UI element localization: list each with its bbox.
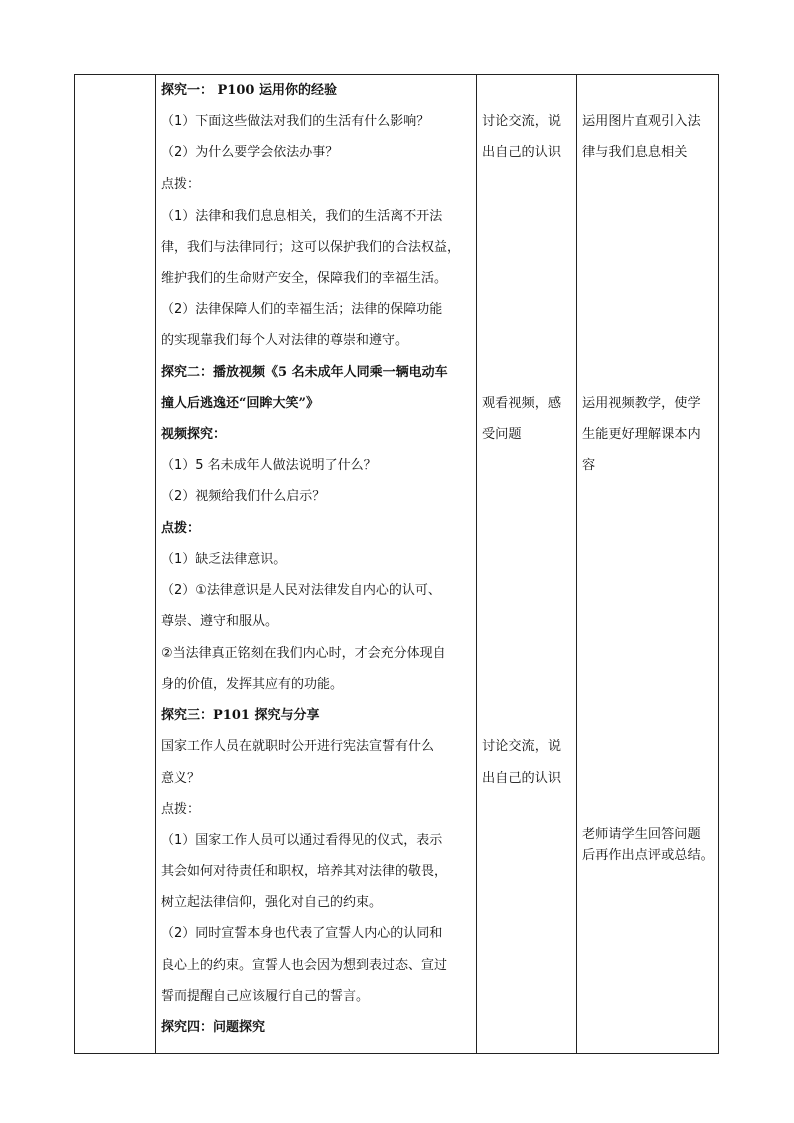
main-text-line: （2）视频给我们什么启示？ bbox=[161, 489, 326, 504]
lesson-table bbox=[74, 74, 719, 1054]
main-text-line: 撞人后逃逸还“回眸大笑”》 bbox=[161, 396, 319, 411]
main-text-line: 视频探究： bbox=[161, 427, 227, 442]
main-text-line: （1）5 名未成年人做法说明了什么？ bbox=[161, 458, 377, 473]
main-text-line: 维护我们的生命财产安全，保障我们的幸福生活。 bbox=[161, 271, 448, 286]
main-text-line: 点拨： bbox=[161, 177, 201, 192]
main-text-line: 探究二：播放视频《5 名未成年人同乘一辆电动车 bbox=[161, 365, 448, 380]
main-text-line: 律，我们与法律同行；这可以保护我们的合法权益， bbox=[161, 240, 461, 255]
main-text-line: 点拨： bbox=[161, 802, 201, 817]
main-text-line: 其会如何对待责任和职权，培养其对法律的敬畏， bbox=[161, 864, 448, 879]
main-text-line: 意义？ bbox=[161, 771, 201, 786]
student-text-line: 出自己的认识 bbox=[482, 145, 562, 160]
main-text-line: 誓而提醒自己应该履行自己的誓言。 bbox=[161, 989, 370, 1004]
intent-text-line: 律与我们息息相关 bbox=[582, 145, 688, 160]
main-text-line: （1）国家工作人员可以通过看得见的仪式，表示 bbox=[161, 833, 443, 848]
main-text-line: 身的价值，发挥其应有的功能。 bbox=[161, 677, 344, 692]
student-text-line: 受问题 bbox=[482, 427, 522, 442]
main-text-line: 探究一： P100 运用你的经验 bbox=[161, 83, 337, 98]
student-text-line: 出自己的认识 bbox=[482, 771, 562, 786]
main-text-line: 点拨： bbox=[161, 521, 201, 536]
student-text-line: 观看视频，感 bbox=[482, 396, 562, 411]
main-text-line: （2）法律保障人们的幸福生活；法律的保障功能 bbox=[161, 302, 443, 317]
main-text-line: 探究三：P101 探究与分享 bbox=[161, 708, 320, 723]
intent-text-line: 容 bbox=[582, 458, 596, 473]
column-divider bbox=[576, 75, 577, 1053]
main-text-line: 国家工作人员在就职时公开进行宪法宣誓有什么 bbox=[161, 739, 435, 754]
column-divider bbox=[476, 75, 477, 1053]
main-text-line: 尊崇、遵守和服从。 bbox=[161, 614, 279, 629]
main-text-line: 良心上的约束。宣誓人也会因为想到表过态、宣过 bbox=[161, 958, 448, 973]
intent-text-line: 老师请学生回答问题 bbox=[582, 827, 701, 842]
main-text-line: ②当法律真正铭刻在我们内心时，才会充分体现自 bbox=[161, 646, 446, 661]
main-text-line: 探究四：问题探究 bbox=[161, 1020, 266, 1035]
main-text-line: 树立起法律信仰，强化对自己的约束。 bbox=[161, 895, 383, 910]
main-text-line: （2）为什么要学会依法办事？ bbox=[161, 145, 339, 160]
student-text-line: 讨论交流，说 bbox=[482, 739, 562, 754]
main-text-line: （2）①法律意识是人民对法律发自内心的认可、 bbox=[161, 583, 441, 598]
intent-text-line: 生能更好理解课本内 bbox=[582, 427, 701, 442]
intent-text-line: 运用视频教学，使学 bbox=[582, 396, 701, 411]
intent-text-line: 后再作出点评或总结。 bbox=[582, 848, 714, 863]
main-text-line: （2）同时宣誓本身也代表了宣誓人内心的认同和 bbox=[161, 926, 443, 941]
main-text-line: （1）下面这些做法对我们的生活有什么影响？ bbox=[161, 114, 430, 129]
main-text-line: 的实现靠我们每个人对法律的尊崇和遵守。 bbox=[161, 333, 409, 348]
intent-text-line: 运用图片直观引入法 bbox=[582, 114, 701, 129]
main-text-line: （1）缺乏法律意识。 bbox=[161, 552, 287, 567]
main-text-line: （1）法律和我们息息相关，我们的生活离不开法 bbox=[161, 209, 443, 224]
column-divider bbox=[155, 75, 156, 1053]
student-text-line: 讨论交流，说 bbox=[482, 114, 562, 129]
